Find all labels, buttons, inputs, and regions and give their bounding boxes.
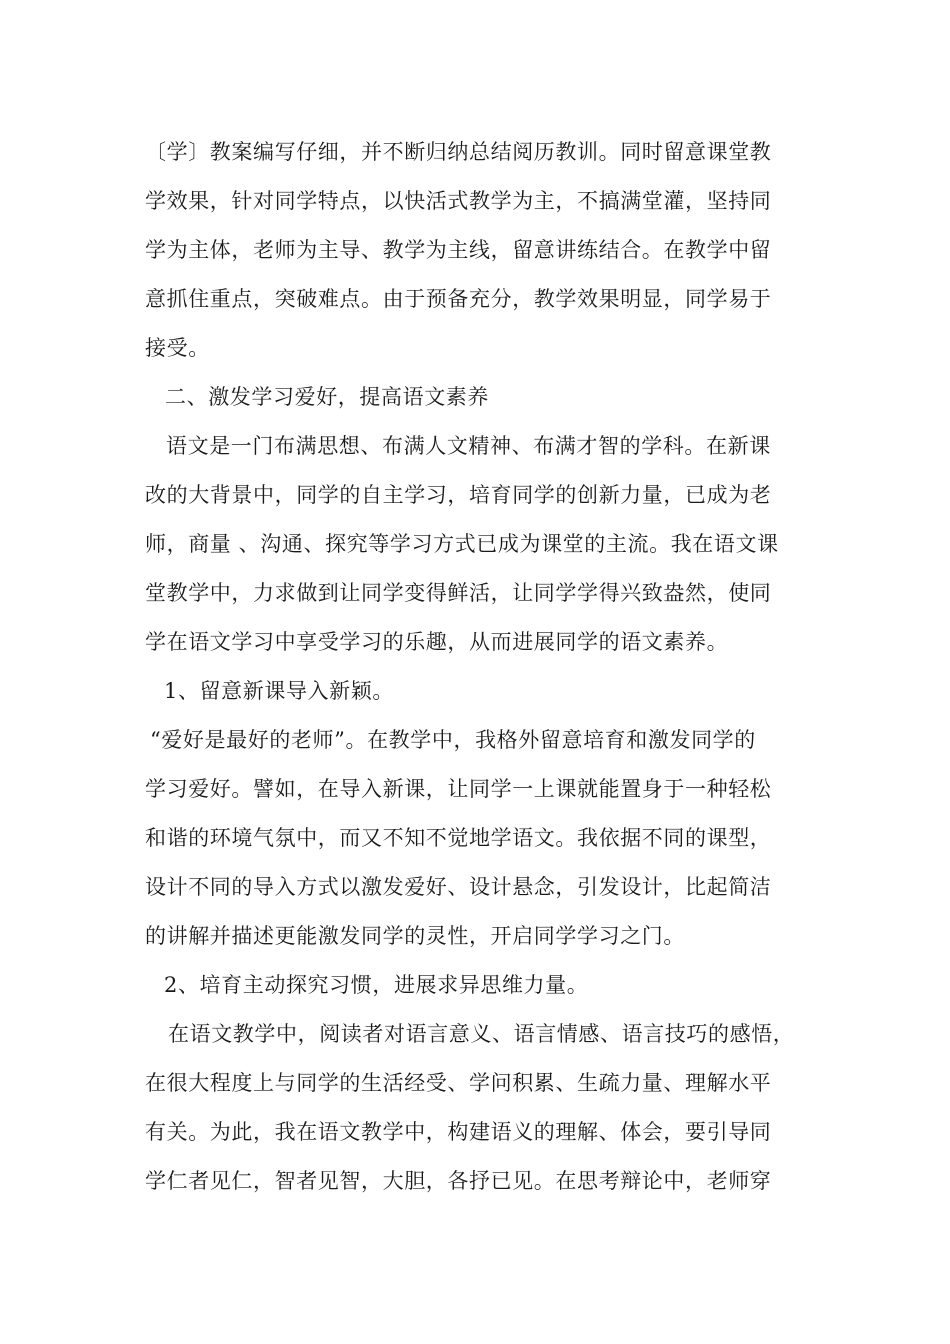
paragraph-line: 和谐的环境气氛中，而又不知不觉地学语文。我依据不同的课型， [145,826,772,850]
paragraph-line: 学在语文学习中享受学习的乐趣，从而进展同学的语文素养。 [145,630,729,654]
paragraph-line: 在很大程度上与同学的生活经受、学问积累、生疏力量、理解水平 [145,1071,772,1095]
paragraph-line: 在语文教学中，阅读者对语言意义、语言情感、语言技巧的感悟， [168,1022,795,1046]
paragraph-line: 堂教学中，力求做到让同学变得鲜活，让同学学得兴致盎然，使同 [145,581,772,605]
paragraph-line: 师，商量 、沟通、探究等学习方式已成为课堂的主流。我在语文课 [145,532,779,556]
paragraph-line: 〔学〕教案编写仔细，并不断归纳总结阅历教训。同时留意课堂教 [145,140,772,164]
paragraph-line: 设计不同的导入方式以激发爱好、设计悬念，引发设计，比起简洁 [145,875,772,899]
subsection-heading: 1、留意新课导入新颖。 [164,679,394,703]
paragraph-line: 有关。为此，我在语文教学中，构建语义的理解、体会，要引导同 [145,1120,772,1144]
section-heading: 二、激发学习爱好，提高语文素养 [165,385,489,409]
paragraph-line: 学习爱好。譬如，在导入新课，让同学一上课就能置身于一种轻松 [145,777,772,801]
paragraph-line: 语文是一门布满思想、布满人文精神、布满才智的学科。在新课 [166,434,771,458]
paragraph-line: 改的大背景中，同学的自主学习，培育同学的创新力量，已成为老 [145,483,772,507]
paragraph-line: 学为主体，老师为主导、教学为主线，留意讲练结合。在教学中留 [145,238,772,262]
paragraph-line: 学仁者见仁，智者见智，大胆，各抒已见。在思考辩论中，老师穿 [145,1169,772,1193]
paragraph-line: 的讲解并描述更能激发同学的灵性，开启同学学习之门。 [145,924,685,948]
paragraph-line: 学效果，针对同学特点，以快活式教学为主，不搞满堂灌，坚持同 [145,189,772,213]
subsection-heading: 2、培育主动探究习惯，进展求异思维力量。 [164,973,589,997]
paragraph-line: “爱好是最好的老师”。在教学中，我格外留意培育和激发同学的 [150,728,756,752]
paragraph-line: 意抓住重点，突破难点。由于预备充分，教学效果明显，同学易于 [145,287,772,311]
paragraph-line: 接受。 [145,336,210,360]
